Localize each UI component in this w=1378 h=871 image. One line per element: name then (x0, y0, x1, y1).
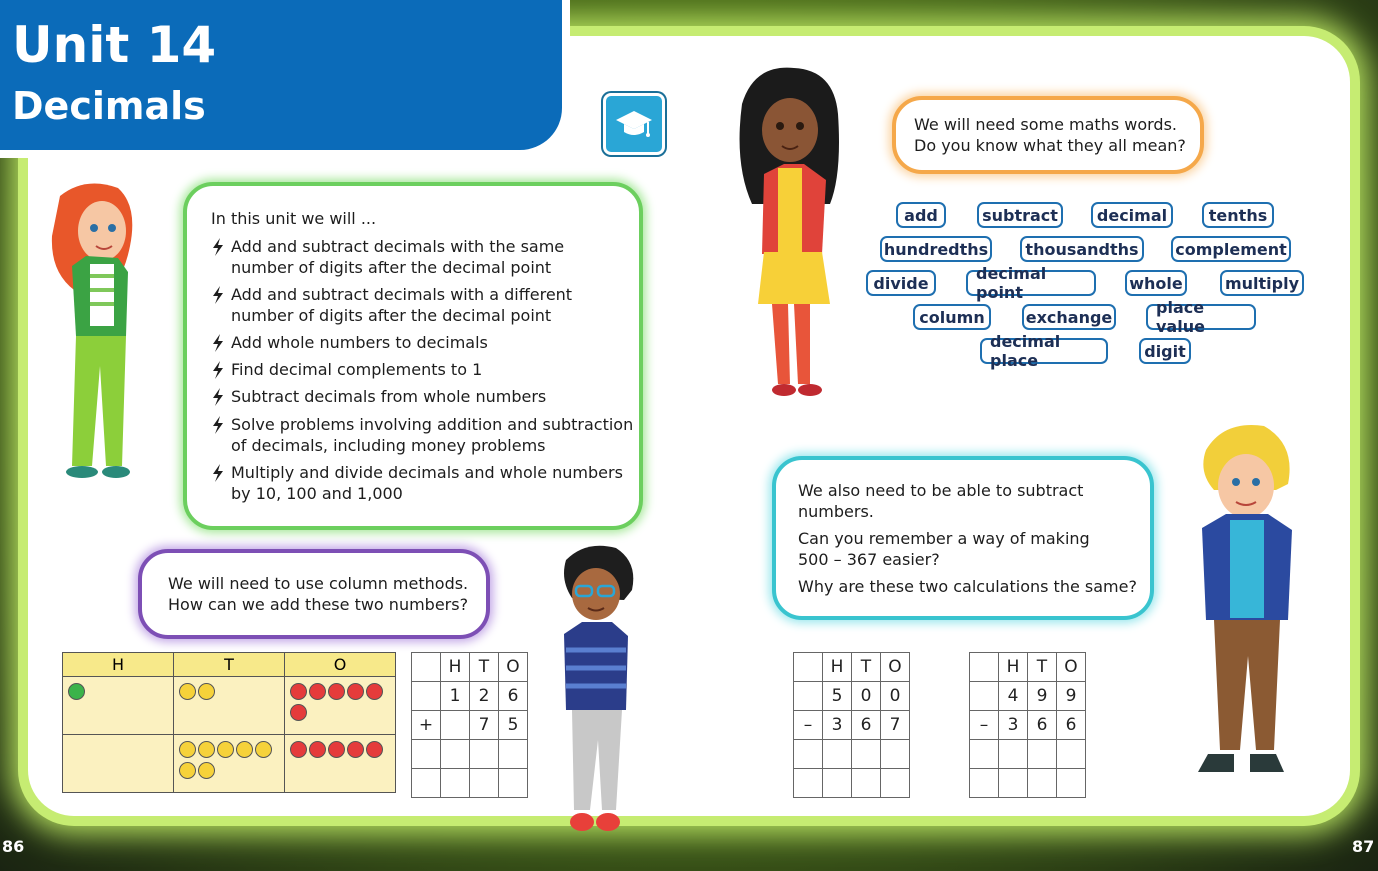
ten-counter (179, 762, 196, 779)
objective-item (211, 386, 641, 407)
one-counter (309, 741, 326, 758)
column-methods-text (168, 573, 468, 615)
vocab-hundredths[interactable]: hundredths (880, 236, 992, 262)
lightning-bolt-icon (211, 334, 225, 352)
grid-cell: 6 (852, 711, 881, 740)
page-number-right: 87 (1352, 837, 1375, 856)
grid-cell (441, 711, 470, 740)
unit-objectives-bubble (183, 182, 643, 530)
grid-cell (794, 653, 823, 682)
grid-operator: + (412, 711, 441, 740)
one-counter (366, 741, 383, 758)
objective-text: by 10, 100 and 1,000 (231, 484, 403, 503)
answer-cell[interactable] (470, 740, 499, 769)
ten-counter (179, 683, 196, 700)
answer-cell[interactable] (970, 740, 999, 769)
vocab-digit[interactable]: digit (1139, 338, 1191, 364)
grid-cell: 2 (470, 682, 499, 711)
objective-item (211, 359, 641, 380)
hundred-counter (68, 683, 85, 700)
grid-cell (412, 653, 441, 682)
grid-cell: 6 (1057, 711, 1086, 740)
boy-blonde-illustration (1184, 420, 1300, 782)
girl-curly-hair-illustration (734, 64, 846, 404)
subtract-bubble (772, 456, 1154, 620)
grid-cell: 7 (881, 711, 910, 740)
answer-cell[interactable] (881, 769, 910, 798)
column-methods-bubble (138, 549, 490, 639)
girl-red-hair-illustration (30, 176, 142, 486)
bubble-line: numbers. (798, 502, 874, 521)
grid-header: O (881, 653, 910, 682)
one-counter (347, 741, 364, 758)
pv-cell (285, 735, 396, 793)
vocab-decimal-point[interactable]: decimal point (966, 270, 1096, 296)
grid-cell: 6 (1028, 711, 1057, 740)
grid-cell: 3 (999, 711, 1028, 740)
vocab-multiply[interactable]: multiply (1220, 270, 1304, 296)
objective-text: Solve problems involving addition and subtraction (231, 415, 634, 434)
objective-text: Subtract decimals from whole numbers (231, 387, 547, 406)
subtraction-grid-499-366 (969, 652, 1086, 798)
pv-cell (174, 677, 285, 735)
ten-counter (198, 762, 215, 779)
vocab-decimal-place[interactable]: decimal place (980, 338, 1108, 364)
maths-words-text (914, 114, 1186, 156)
one-counter (290, 683, 307, 700)
grid-operator: – (970, 711, 999, 740)
grid-cell (794, 682, 823, 711)
addition-column-grid (411, 652, 528, 798)
grid-cell: 9 (1057, 682, 1086, 711)
bubble-line: We also need to be able to subtract (798, 481, 1084, 500)
vocab-exchange[interactable]: exchange (1022, 304, 1116, 330)
pv-header-tens: T (174, 653, 285, 677)
vocab-add[interactable]: add (896, 202, 946, 228)
bubble-line: We will need to use column methods. (168, 574, 469, 593)
bubble-line: Why are these two calculations the same? (798, 577, 1137, 596)
lightning-bolt-icon (211, 416, 225, 434)
one-counter (290, 704, 307, 721)
bubble-line: Can you remember a way of making (798, 529, 1090, 548)
objective-text: Find decimal complements to 1 (231, 360, 483, 379)
grid-cell: 6 (499, 682, 528, 711)
lightning-bolt-icon (211, 286, 225, 304)
objective-text: Add and subtract decimals with the same (231, 237, 565, 256)
grid-cell (970, 682, 999, 711)
answer-cell[interactable] (999, 740, 1028, 769)
grid-cell: 0 (881, 682, 910, 711)
grid-cell: 1 (441, 682, 470, 711)
answer-cell[interactable] (499, 740, 528, 769)
one-counter (347, 683, 364, 700)
vocab-place-value[interactable]: place value (1146, 304, 1256, 330)
vocab-column[interactable]: column (913, 304, 991, 330)
grid-cell (970, 653, 999, 682)
place-value-chart (62, 652, 396, 793)
vocab-divide[interactable]: divide (866, 270, 936, 296)
lightning-bolt-icon (211, 388, 225, 406)
one-counter (309, 683, 326, 700)
ten-counter (255, 741, 272, 758)
objective-text: of decimals, including money problems (231, 436, 546, 455)
answer-cell[interactable] (999, 769, 1028, 798)
vocab-complement[interactable]: complement (1171, 236, 1291, 262)
answer-cell[interactable] (852, 740, 881, 769)
objective-item (211, 332, 641, 353)
one-counter (290, 741, 307, 758)
maths-words-bubble (892, 96, 1204, 174)
answer-cell[interactable] (794, 740, 823, 769)
ten-counter (179, 741, 196, 758)
pv-header-hundreds: H (63, 653, 174, 677)
grid-operator: – (794, 711, 823, 740)
subtract-text (798, 480, 1137, 597)
vocab-decimal[interactable]: decimal (1091, 202, 1173, 228)
answer-cell[interactable] (470, 769, 499, 798)
one-counter (366, 683, 383, 700)
answer-cell[interactable] (1057, 769, 1086, 798)
ten-counter (217, 741, 234, 758)
graduation-cap-icon[interactable] (603, 93, 665, 155)
unit-topic: Decimals (12, 84, 206, 128)
bubble-line: Do you know what they all mean? (914, 136, 1186, 155)
objective-text: Multiply and divide decimals and whole numbers (231, 463, 623, 482)
one-counter (328, 741, 345, 758)
lightning-bolt-icon (211, 238, 225, 256)
answer-cell[interactable] (823, 769, 852, 798)
answer-cell[interactable] (852, 769, 881, 798)
boy-glasses-illustration (546, 540, 638, 842)
grid-header: O (499, 653, 528, 682)
unit-number: Unit 14 (12, 16, 217, 74)
objective-item (211, 284, 641, 326)
vocab-tenths[interactable]: tenths (1202, 202, 1274, 228)
vocab-whole[interactable]: whole (1125, 270, 1187, 296)
grid-cell: 5 (823, 682, 852, 711)
grid-cell: 5 (499, 711, 528, 740)
grid-cell: 0 (852, 682, 881, 711)
answer-cell[interactable] (1057, 740, 1086, 769)
answer-cell[interactable] (499, 769, 528, 798)
objective-item (211, 462, 641, 504)
answer-cell[interactable] (441, 740, 470, 769)
bubble-line: 500 – 367 easier? (798, 550, 940, 569)
vocab-subtract[interactable]: subtract (977, 202, 1063, 228)
pv-cell (174, 735, 285, 793)
ten-counter (198, 683, 215, 700)
vocab-thousandths[interactable]: thousandths (1020, 236, 1144, 262)
grid-cell: 3 (823, 711, 852, 740)
objective-text: number of digits after the decimal point (231, 306, 552, 325)
pv-cell (63, 677, 174, 735)
ten-counter (198, 741, 215, 758)
bubble-line: We will need some maths words. (914, 115, 1178, 134)
grid-cell: 9 (1028, 682, 1057, 711)
grid-header: T (852, 653, 881, 682)
pv-header-ones: O (285, 653, 396, 677)
answer-cell[interactable] (412, 740, 441, 769)
page-number-left: 86 (2, 837, 25, 856)
grid-header: H (441, 653, 470, 682)
answer-cell[interactable] (970, 769, 999, 798)
grid-cell: 4 (999, 682, 1028, 711)
answer-cell[interactable] (1028, 769, 1057, 798)
one-counter (328, 683, 345, 700)
objectives-intro: In this unit we will ... (211, 209, 377, 228)
objective-text: Add whole numbers to decimals (231, 333, 488, 352)
pv-cell (285, 677, 396, 735)
answer-cell[interactable] (881, 740, 910, 769)
grid-header: T (1028, 653, 1057, 682)
answer-cell[interactable] (1028, 740, 1057, 769)
objective-item (211, 414, 641, 456)
grid-header: H (999, 653, 1028, 682)
grid-header: T (470, 653, 499, 682)
objective-text: number of digits after the decimal point (231, 258, 552, 277)
answer-cell[interactable] (794, 769, 823, 798)
objective-text: Add and subtract decimals with a different (231, 285, 573, 304)
subtraction-grid-500-367 (793, 652, 910, 798)
unit-title-banner (0, 0, 562, 150)
answer-cell[interactable] (412, 769, 441, 798)
answer-cell[interactable] (823, 740, 852, 769)
grid-header: O (1057, 653, 1086, 682)
grid-cell (412, 682, 441, 711)
answer-cell[interactable] (441, 769, 470, 798)
bubble-line: How can we add these two numbers? (168, 595, 469, 614)
objective-item (211, 236, 641, 278)
lightning-bolt-icon (211, 464, 225, 482)
lightning-bolt-icon (211, 361, 225, 379)
grid-header: H (823, 653, 852, 682)
ten-counter (236, 741, 253, 758)
grid-cell: 7 (470, 711, 499, 740)
pv-cell (63, 735, 174, 793)
